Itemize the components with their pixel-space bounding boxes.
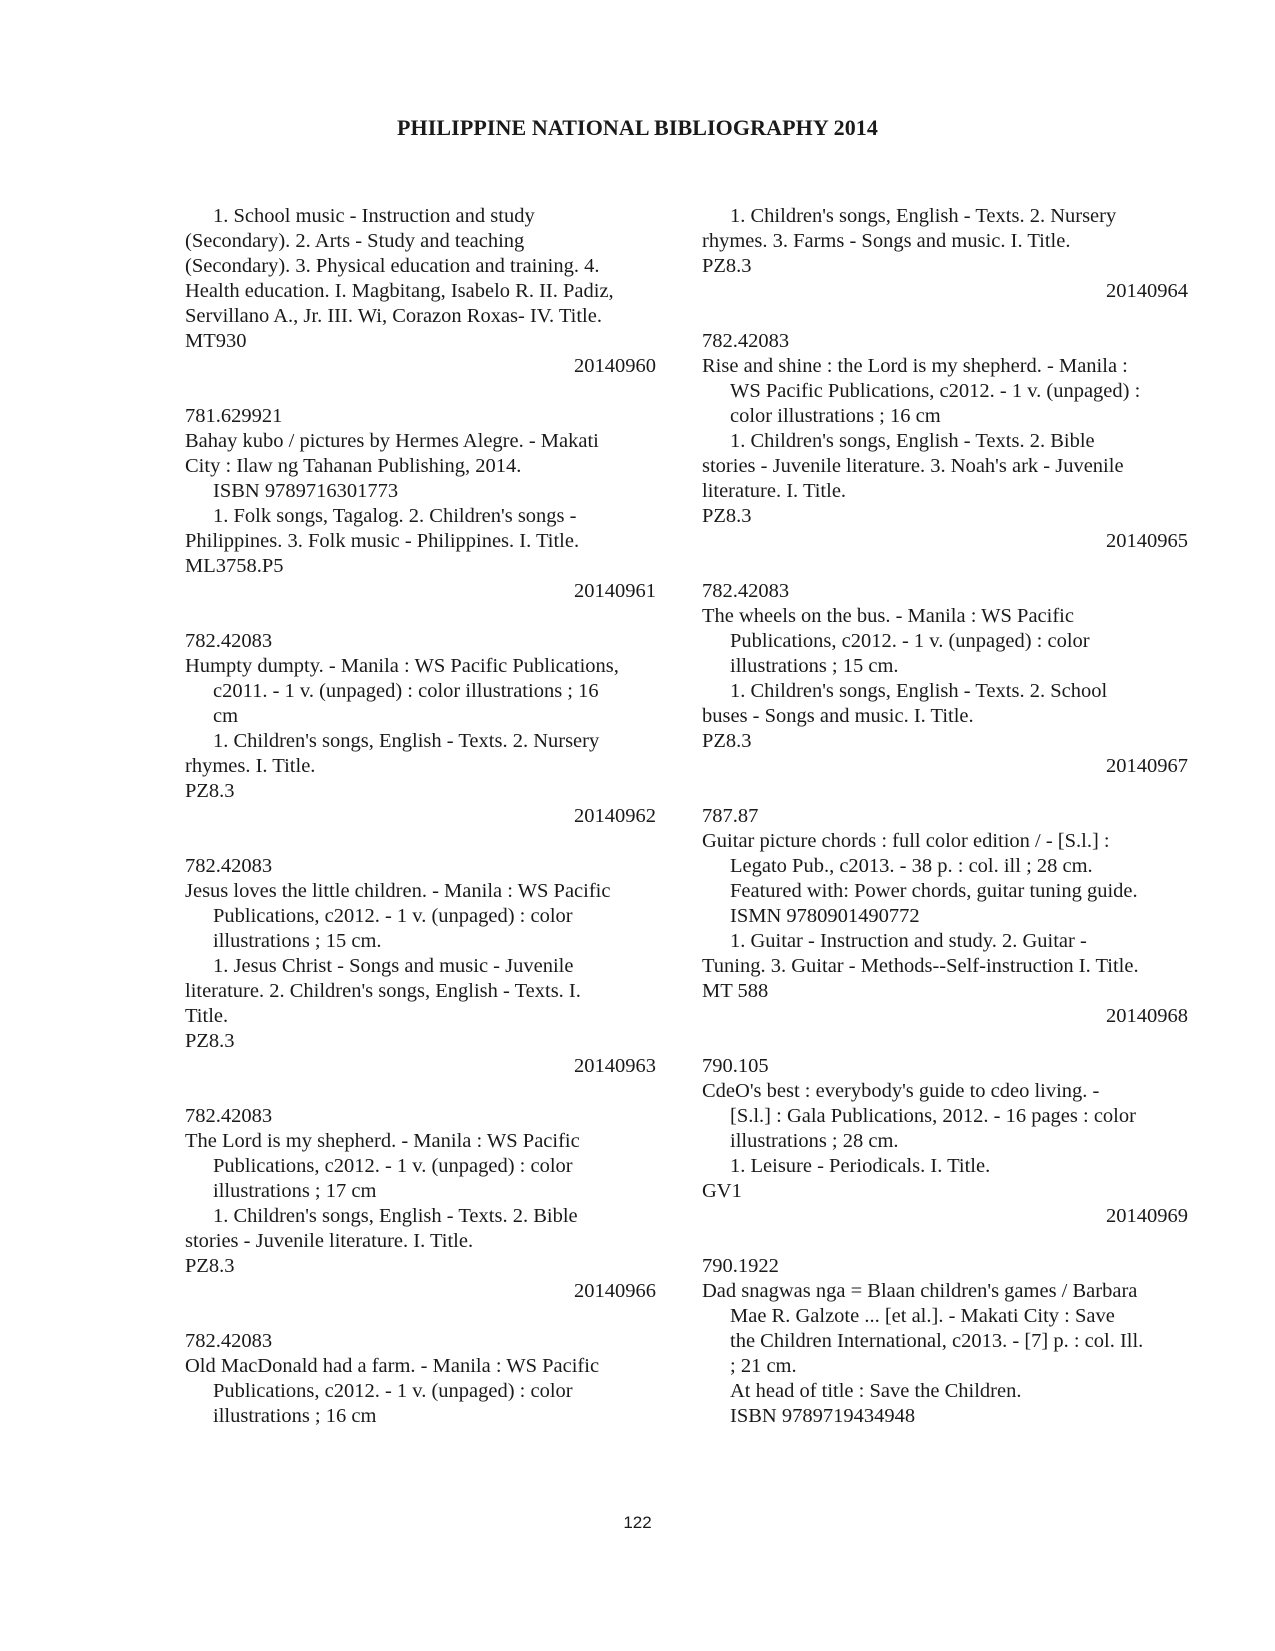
entry-line: Bahay kubo / pictures by Hermes Alegre. - Makati	[185, 430, 599, 452]
entry-line: PZ8.3	[702, 255, 752, 277]
entry-number: 20140965	[1106, 530, 1188, 552]
entry-line: Old MacDonald had a farm. - Manila : WS Pacific	[185, 1355, 600, 1377]
entry-line: ISBN 9789716301773	[213, 480, 399, 502]
entry-line: 782.42083	[185, 1105, 273, 1127]
bibliography-entry	[185, 1104, 660, 1304]
entry-line: 1. Children's songs, English - Texts. 2. Nursery	[730, 205, 1117, 227]
entry-line: ; 21 cm.	[730, 1355, 797, 1377]
entry-line: WS Pacific Publications, c2012. - 1 v. (unpaged) :	[730, 380, 1141, 402]
entry-line: PZ8.3	[185, 780, 235, 802]
entry-line: MT930	[185, 330, 247, 352]
entry-line: 1. Jesus Christ - Songs and music - Juvenile	[213, 955, 574, 977]
entry-line: Philippines. 3. Folk music - Philippines. I. Title.	[185, 530, 580, 552]
entry-line: buses - Songs and music. I. Title.	[702, 705, 974, 727]
entry-line: 781.629921	[185, 405, 283, 427]
entry-line: 1. Children's songs, English - Texts. 2. Nursery	[213, 730, 600, 752]
left-column	[185, 204, 660, 1429]
entry-line: Publications, c2012. - 1 v. (unpaged) : color	[213, 1155, 573, 1177]
entry-spacer	[185, 1079, 660, 1104]
entry-line: Publications, c2012. - 1 v. (unpaged) : color	[213, 1380, 573, 1402]
entry-number: 20140964	[1106, 280, 1188, 302]
entry-line: 1. Children's songs, English - Texts. 2. School	[730, 680, 1108, 702]
entry-line: 782.42083	[702, 330, 790, 352]
entry-line: 1. Folk songs, Tagalog. 2. Children's songs -	[213, 505, 577, 527]
entry-line: illustrations ; 17 cm	[213, 1180, 377, 1202]
entry-line: Dad snagwas nga = Blaan children's games / Barbara	[702, 1280, 1138, 1302]
entry-line: stories - Juvenile literature. 3. Noah's ark - Juvenile	[702, 455, 1124, 477]
entry-line: Title.	[185, 1005, 229, 1027]
page-number: 122	[623, 1513, 652, 1532]
entry-number: 20140967	[1106, 755, 1188, 777]
entry-number: 20140968	[1106, 1005, 1188, 1027]
entry-spacer	[185, 379, 660, 404]
page-title: PHILIPPINE NATIONAL BIBLIOGRAPHY 2014	[396, 115, 879, 140]
entry-line: City : Ilaw ng Tahanan Publishing, 2014.	[185, 455, 522, 477]
bibliography-entry	[702, 579, 1192, 779]
entry-line: 782.42083	[185, 855, 273, 877]
entry-line: literature. I. Title.	[702, 480, 847, 502]
entry-line: the Children International, c2013. - [7] p. : col. Ill.	[730, 1330, 1144, 1352]
entry-line: c2011. - 1 v. (unpaged) : color illustrations ; 16	[213, 680, 599, 702]
right-column	[702, 204, 1192, 1429]
bibliography-entry	[185, 1329, 660, 1429]
entry-number: 20140969	[1106, 1205, 1188, 1227]
entry-line: 787.87	[702, 805, 759, 827]
entry-line: illustrations ; 28 cm.	[730, 1130, 899, 1152]
entry-number: 20140963	[574, 1055, 656, 1077]
entry-line: Publications, c2012. - 1 v. (unpaged) : color	[213, 905, 573, 927]
entry-line: (Secondary). 3. Physical education and training. 4.	[185, 255, 600, 277]
bibliography-entry	[185, 629, 660, 829]
entry-line: [S.l.] : Gala Publications, 2012. - 16 pages : color	[730, 1105, 1136, 1127]
entry-line: 790.105	[702, 1055, 769, 1077]
entry-spacer	[185, 604, 660, 629]
bibliography-entry	[702, 204, 1192, 304]
bibliography-entry	[185, 404, 660, 604]
entry-line: Publications, c2012. - 1 v. (unpaged) : color	[730, 630, 1090, 652]
entry-line: Rise and shine : the Lord is my shepherd. - Manila :	[702, 355, 1128, 377]
entry-line: illustrations ; 16 cm	[213, 1405, 377, 1427]
entry-line: The wheels on the bus. - Manila : WS Pacific	[702, 605, 1074, 627]
entry-spacer	[702, 1229, 1192, 1254]
entry-line: 1. Children's songs, English - Texts. 2. Bible	[730, 430, 1095, 452]
entry-line: rhymes. I. Title.	[185, 755, 316, 777]
entry-line: 782.42083	[185, 1330, 273, 1352]
entry-line: rhymes. 3. Farms - Songs and music. I. Title.	[702, 230, 1071, 252]
entry-line: PZ8.3	[185, 1030, 235, 1052]
entry-number: 20140966	[574, 1280, 656, 1302]
bibliography-entry	[185, 854, 660, 1079]
entry-line: 1. Guitar - Instruction and study. 2. Guitar -	[730, 930, 1087, 952]
entry-line: Humpty dumpty. - Manila : WS Pacific Publications,	[185, 655, 619, 677]
entry-line: ISMN 9780901490772	[730, 905, 920, 927]
entry-line: At head of title : Save the Children.	[730, 1380, 1022, 1402]
entry-number: 20140961	[574, 580, 656, 602]
entry-line: color illustrations ; 16 cm	[730, 405, 941, 427]
entry-spacer	[185, 1304, 660, 1329]
entry-line: stories - Juvenile literature. I. Title.	[185, 1230, 474, 1252]
bibliography-entry	[185, 204, 660, 379]
entry-number: 20140960	[574, 355, 656, 377]
entry-spacer	[702, 1029, 1192, 1054]
entry-line: 1. School music - Instruction and study	[213, 205, 535, 227]
entry-line: illustrations ; 15 cm.	[213, 930, 382, 952]
entry-line: 782.42083	[185, 630, 273, 652]
bibliography-entry	[702, 329, 1192, 554]
entry-line: Legato Pub., c2013. - 38 p. : col. ill ; 28 cm.	[730, 855, 1093, 877]
bibliography-entry	[702, 1254, 1192, 1429]
entry-line: 1. Leisure - Periodicals. I. Title.	[730, 1155, 991, 1177]
entry-line: 782.42083	[702, 580, 790, 602]
entry-spacer	[702, 304, 1192, 329]
entry-line: PZ8.3	[702, 505, 752, 527]
entry-spacer	[702, 554, 1192, 579]
entry-line: illustrations ; 15 cm.	[730, 655, 899, 677]
entry-line: GV1	[702, 1180, 742, 1202]
entry-line: 1. Children's songs, English - Texts. 2. Bible	[213, 1205, 578, 1227]
entry-line: Health education. I. Magbitang, Isabelo R. II. Padiz,	[185, 280, 614, 302]
entry-line: ML3758.P5	[185, 555, 284, 577]
entry-line: Featured with: Power chords, guitar tuning guide.	[730, 880, 1138, 902]
entry-line: Jesus loves the little children. - Manila : WS Pacific	[185, 880, 611, 902]
entry-line: (Secondary). 2. Arts - Study and teaching	[185, 230, 525, 252]
entry-line: literature. 2. Children's songs, English - Texts. I.	[185, 980, 581, 1002]
entry-line: MT 588	[702, 980, 769, 1002]
entry-line: CdeO's best : everybody's guide to cdeo living. -	[702, 1080, 1100, 1102]
entry-line: cm	[213, 705, 239, 727]
entry-line: PZ8.3	[702, 730, 752, 752]
bibliography-entry	[702, 804, 1192, 1029]
entry-line: 790.1922	[702, 1255, 779, 1277]
entry-spacer	[185, 829, 660, 854]
entry-line: ISBN 9789719434948	[730, 1405, 916, 1427]
entry-line: Mae R. Galzote ... [et al.]. - Makati City : Save	[730, 1305, 1115, 1327]
entry-line: PZ8.3	[185, 1255, 235, 1277]
entry-line: Servillano A., Jr. III. Wi, Corazon Roxas- IV. Title.	[185, 305, 602, 327]
entry-line: Guitar picture chords : full color edition / - [S.l.] :	[702, 830, 1110, 852]
entry-spacer	[702, 779, 1192, 804]
entry-number: 20140962	[574, 805, 656, 827]
entry-line: The Lord is my shepherd. - Manila : WS Pacific	[185, 1130, 580, 1152]
bibliography-entry	[702, 1054, 1192, 1229]
entry-line: Tuning. 3. Guitar - Methods--Self-instruction I. Title.	[702, 955, 1139, 977]
